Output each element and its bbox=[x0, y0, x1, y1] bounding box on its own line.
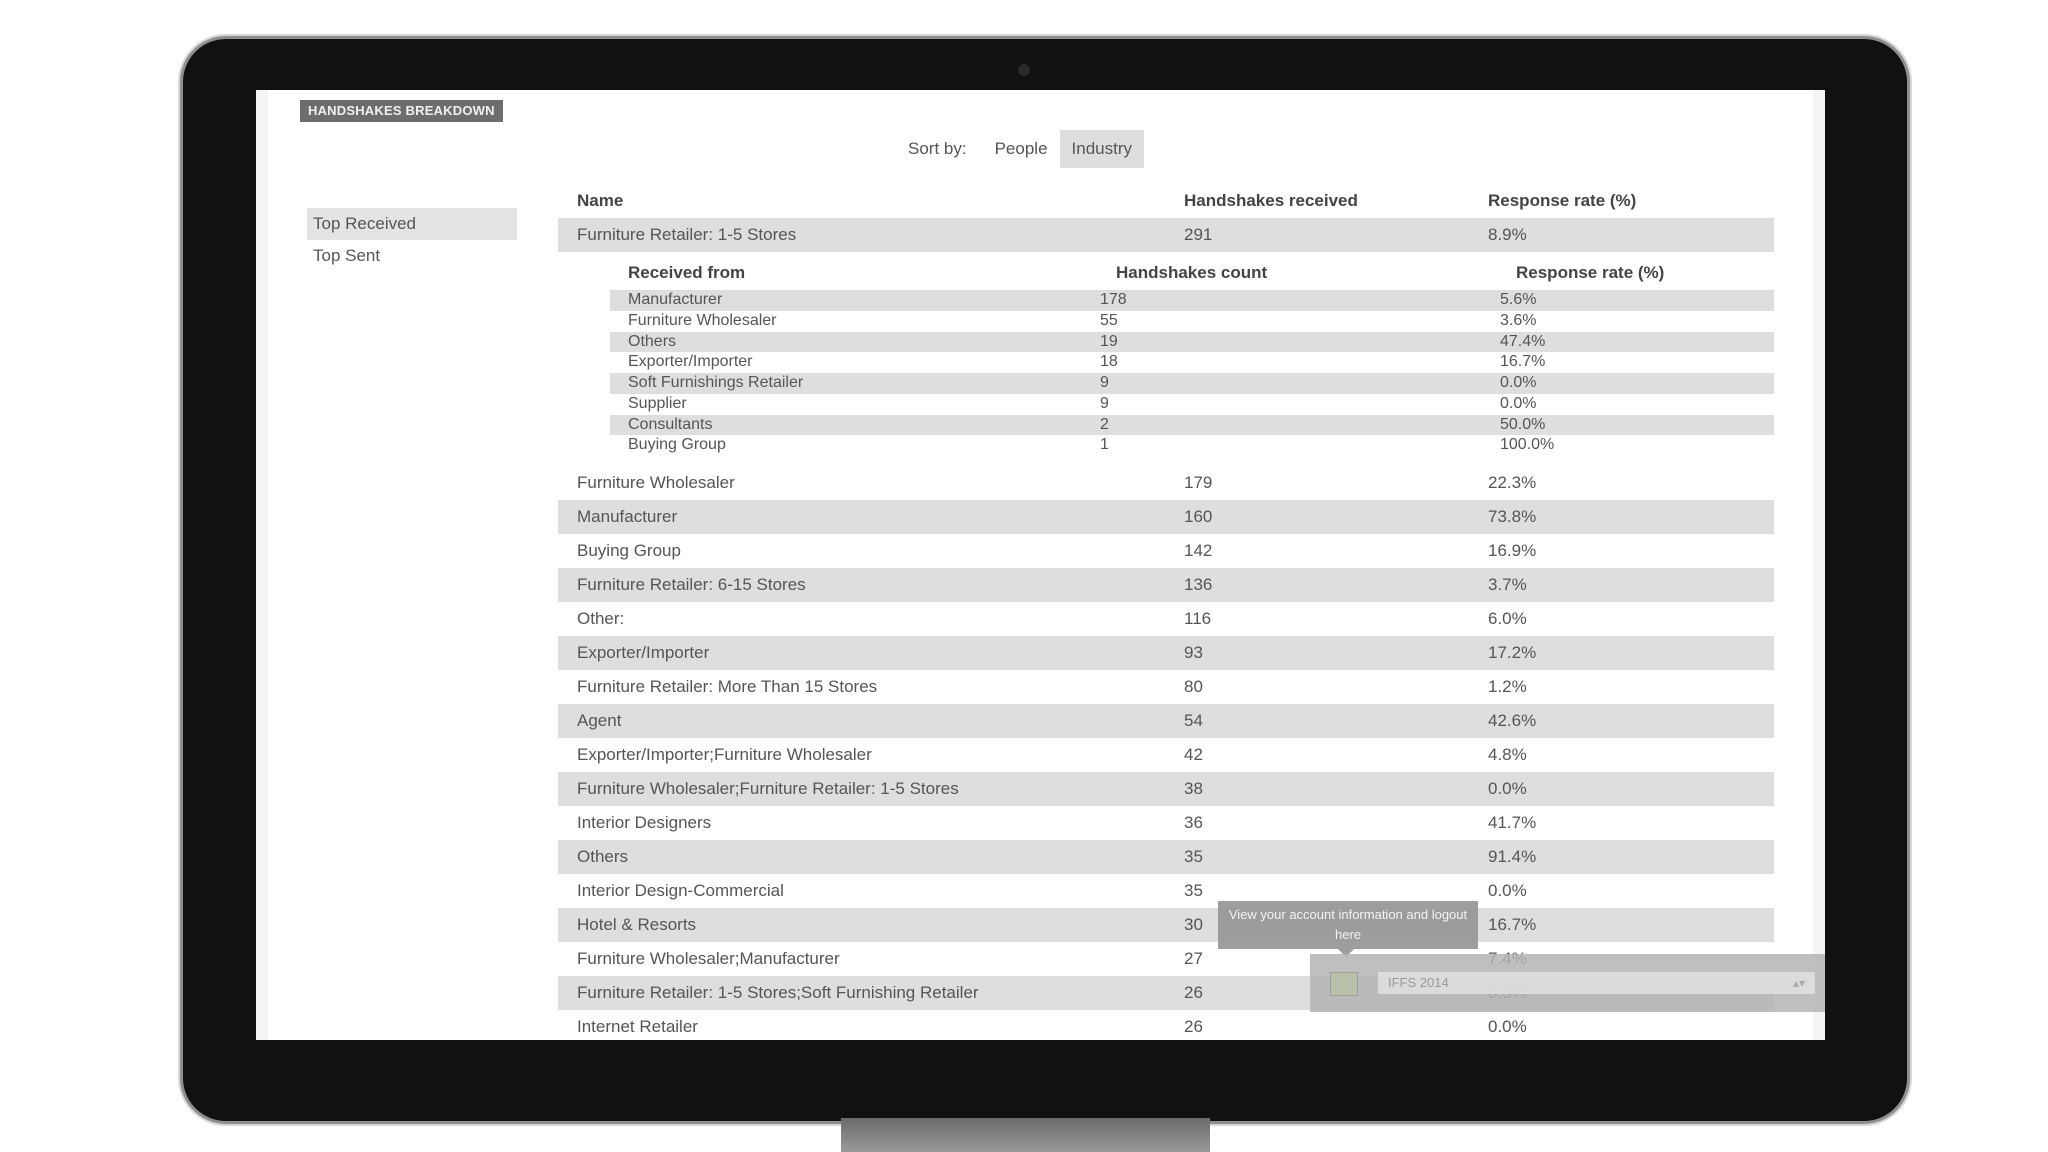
account-tooltip: View your account information and logout here bbox=[1218, 901, 1478, 949]
subtable-cell-rate: 47.4% bbox=[1500, 332, 1546, 350]
row-received: 26 bbox=[1184, 983, 1203, 1002]
row-name: Interior Design-Commercial bbox=[577, 881, 784, 900]
screen bbox=[256, 90, 1825, 1040]
row-received: 136 bbox=[1184, 575, 1213, 594]
row-name: Internet Retailer bbox=[577, 1017, 698, 1036]
subtable-cell-rate: 0.0% bbox=[1500, 394, 1537, 412]
subtable-cell-count: 9 bbox=[1100, 394, 1109, 412]
avatar[interactable] bbox=[1330, 972, 1358, 996]
row-received: 179 bbox=[1184, 473, 1213, 492]
sort-label: Sort by: bbox=[908, 139, 967, 158]
row-rate: 42.6% bbox=[1488, 711, 1537, 730]
row-name: Hotel & Resorts bbox=[577, 915, 697, 934]
table-row[interactable] bbox=[558, 806, 1774, 840]
row-rate: 16.7% bbox=[1488, 915, 1537, 934]
sidebar-item-top-sent[interactable]: Top Sent bbox=[313, 246, 381, 265]
row-received: 54 bbox=[1184, 711, 1203, 730]
subtable-cell-count: 1 bbox=[1100, 436, 1109, 454]
row-rate: 91.4% bbox=[1488, 847, 1537, 866]
subtable-cell-count: 18 bbox=[1100, 353, 1118, 371]
row-received: 80 bbox=[1184, 677, 1203, 696]
row-rate: 3.7% bbox=[1488, 575, 1527, 594]
subtable-row bbox=[610, 373, 1774, 394]
row-received: 26 bbox=[1184, 1017, 1203, 1036]
table-row-expanded[interactable] bbox=[558, 218, 1774, 252]
subtable-cell-count: 19 bbox=[1100, 332, 1118, 350]
table-row[interactable] bbox=[558, 840, 1774, 874]
row-name: Others bbox=[577, 847, 629, 866]
row-name: Exporter/Importer;Furniture Wholesaler bbox=[577, 745, 872, 764]
table-row[interactable] bbox=[558, 568, 1774, 602]
monitor-stand bbox=[841, 1118, 1210, 1152]
subtable-cell-count: 178 bbox=[1100, 291, 1127, 308]
subtable-row bbox=[610, 290, 1774, 311]
camera-dot bbox=[1018, 64, 1030, 76]
row-name: Furniture Wholesaler bbox=[577, 473, 735, 492]
subtable-row bbox=[610, 311, 1774, 332]
row-received: 116 bbox=[1184, 609, 1212, 628]
row-received: 93 bbox=[1184, 643, 1203, 662]
row-name: Exporter/Importer bbox=[577, 643, 710, 662]
table-row[interactable] bbox=[558, 772, 1774, 806]
received-from-breakdown bbox=[558, 252, 1774, 466]
row-received: 27 bbox=[1184, 949, 1203, 968]
row-name: Interior Designers bbox=[577, 813, 712, 832]
row-rate: 17.2% bbox=[1488, 643, 1537, 662]
row-rate: 8.9% bbox=[1488, 225, 1527, 244]
table-row[interactable] bbox=[558, 1010, 1774, 1040]
subtable-cell-count: 2 bbox=[1100, 415, 1109, 433]
row-name: Furniture Retailer: 1-5 Stores;Soft Furnishing Retailer bbox=[577, 983, 979, 1002]
table-row[interactable] bbox=[558, 500, 1774, 534]
row-name: Buying Group bbox=[577, 541, 681, 560]
subtable-cell-from: Others bbox=[628, 332, 677, 350]
table-row[interactable] bbox=[558, 908, 1774, 942]
column-header-name[interactable]: Name bbox=[577, 191, 624, 210]
table-row[interactable] bbox=[558, 704, 1774, 738]
table-header-row bbox=[558, 184, 1774, 218]
row-rate: 1.2% bbox=[1488, 677, 1527, 696]
row-rate: 41.7% bbox=[1488, 813, 1537, 832]
app-page bbox=[268, 90, 1813, 1040]
sidebar-item-top-received[interactable]: Top Received bbox=[307, 208, 517, 240]
row-name: Furniture Retailer: 1-5 Stores bbox=[577, 225, 797, 244]
apple-logo-icon bbox=[1007, 1040, 1053, 1086]
row-name: Other: bbox=[577, 609, 625, 628]
row-name: Manufacturer bbox=[577, 507, 678, 526]
row-name: Agent bbox=[577, 711, 622, 730]
event-label: IFFS 2014 bbox=[1388, 975, 1449, 990]
row-received: 38 bbox=[1184, 779, 1203, 798]
account-bar[interactable] bbox=[1310, 954, 1825, 1012]
subtable-cell-from: Exporter/Importer bbox=[628, 353, 753, 371]
subtable-cell-from: Consultants bbox=[628, 415, 713, 433]
row-received: 35 bbox=[1184, 881, 1203, 900]
subtable-cell-rate: 3.6% bbox=[1500, 311, 1537, 329]
subtable-row bbox=[610, 394, 1774, 415]
table-row[interactable] bbox=[558, 466, 1774, 500]
subtable-cell-from: Furniture Wholesaler bbox=[628, 311, 777, 329]
table-row[interactable] bbox=[558, 534, 1774, 568]
subtable-header-rate: Response rate (%) bbox=[1516, 263, 1665, 282]
row-rate: 0.0% bbox=[1488, 1017, 1527, 1036]
column-header-rate[interactable]: Response rate (%) bbox=[1488, 191, 1637, 210]
subtable-cell-rate: 100.0% bbox=[1500, 436, 1555, 454]
subtable-rows bbox=[610, 290, 1774, 456]
row-name: Furniture Wholesaler;Furniture Retailer: 1-5 Stores bbox=[577, 779, 959, 798]
chevron-icon: ▴▾ bbox=[1792, 976, 1805, 990]
row-received: 35 bbox=[1184, 847, 1203, 866]
sort-bar bbox=[908, 130, 1144, 168]
subtable-row bbox=[610, 435, 1774, 456]
row-rate: 0.0% bbox=[1488, 779, 1527, 798]
row-name: Furniture Retailer: 6-15 Stores bbox=[577, 575, 806, 594]
row-received: 160 bbox=[1184, 507, 1213, 526]
table-row[interactable] bbox=[558, 874, 1774, 908]
handshakes-table bbox=[558, 184, 1774, 1040]
row-received: 30 bbox=[1184, 915, 1203, 934]
subtable-row bbox=[610, 352, 1774, 373]
subtable-cell-from: Manufacturer bbox=[628, 291, 723, 308]
table-row[interactable] bbox=[558, 670, 1774, 704]
subtable-cell-rate: 50.0% bbox=[1500, 415, 1546, 433]
row-rate: 73.8% bbox=[1488, 507, 1537, 526]
row-name: Furniture Retailer: More Than 15 Stores bbox=[577, 677, 878, 696]
sort-option-people[interactable]: People bbox=[994, 139, 1048, 158]
table-row[interactable] bbox=[558, 636, 1774, 670]
row-rate: 16.9% bbox=[1488, 541, 1537, 560]
subtable-cell-from: Soft Furnishings Retailer bbox=[628, 374, 804, 391]
subtable-cell-rate: 16.7% bbox=[1500, 353, 1546, 371]
row-rate: 0.0% bbox=[1488, 881, 1527, 900]
subtable-header-count: Handshakes count bbox=[1116, 263, 1268, 282]
subtable-row bbox=[610, 332, 1774, 353]
row-received: 42 bbox=[1184, 745, 1203, 764]
row-received: 291 bbox=[1184, 225, 1213, 244]
section-title: HANDSHAKES BREAKDOWN bbox=[300, 100, 503, 122]
subtable-row bbox=[610, 415, 1774, 436]
subtable-header bbox=[628, 258, 1774, 288]
row-name: Furniture Wholesaler;Manufacturer bbox=[577, 949, 840, 968]
row-rate: 22.3% bbox=[1488, 473, 1537, 492]
subtable-cell-count: 9 bbox=[1100, 374, 1109, 391]
table-row[interactable] bbox=[558, 602, 1774, 636]
event-selector[interactable] bbox=[1378, 972, 1815, 994]
sort-option-industry[interactable]: Industry bbox=[1060, 130, 1144, 168]
row-received: 36 bbox=[1184, 813, 1203, 832]
row-rate: 6.0% bbox=[1488, 609, 1527, 628]
subtable-cell-rate: 0.0% bbox=[1500, 374, 1537, 391]
subtable-header-from: Received from bbox=[628, 263, 746, 282]
subtable-cell-from: Buying Group bbox=[628, 436, 726, 454]
row-received: 142 bbox=[1184, 541, 1213, 560]
row-rate: 4.8% bbox=[1488, 745, 1527, 764]
subtable-cell-from: Supplier bbox=[628, 394, 687, 412]
column-header-received[interactable]: Handshakes received bbox=[1184, 191, 1358, 210]
subtable-cell-rate: 5.6% bbox=[1500, 291, 1537, 308]
subtable-cell-count: 55 bbox=[1100, 311, 1118, 329]
table-row[interactable] bbox=[558, 738, 1774, 772]
sidebar bbox=[307, 208, 517, 272]
